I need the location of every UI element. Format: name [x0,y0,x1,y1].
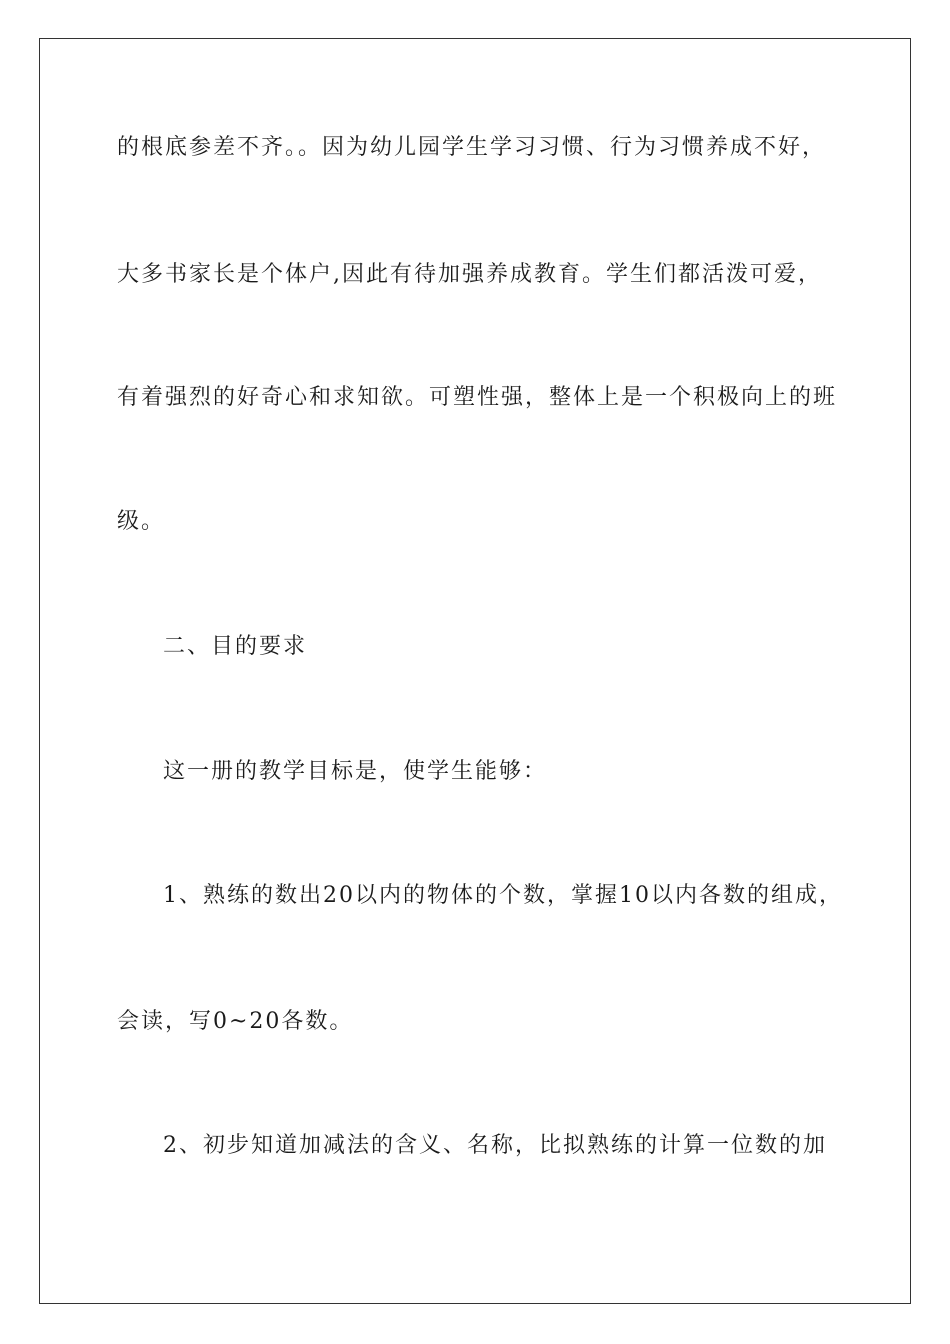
body-text-line-3: 有着强烈的好奇心和求知欲。可塑性强，整体上是一个积极向上的班 [117,385,838,410]
intro-paragraph: 这一册的教学目标是，使学生能够： [163,759,548,784]
goal-item-2-line-1: 2、初步知道加减法的含义、名称，比拟熟练的计算一位数的加 [163,1133,827,1158]
body-text-line-4: 级。 [117,509,166,534]
body-text-line-1: 的根底参差不齐。。因为幼儿园学生学习习惯、行为习惯养成不好， [117,135,827,160]
goal-item-1-line-2: 会读，写0~20各数。 [117,1009,354,1034]
section-heading: 二、目的要求 [163,634,308,659]
body-text-line-2: 大多书家长是个体户,因此有待加强养成教育。学生们都活泼可爱， [117,262,822,287]
page-border [39,38,911,1304]
goal-item-1-line-1: 1、熟练的数出20以内的物体的个数，掌握10以内各数的组成， [163,883,843,908]
